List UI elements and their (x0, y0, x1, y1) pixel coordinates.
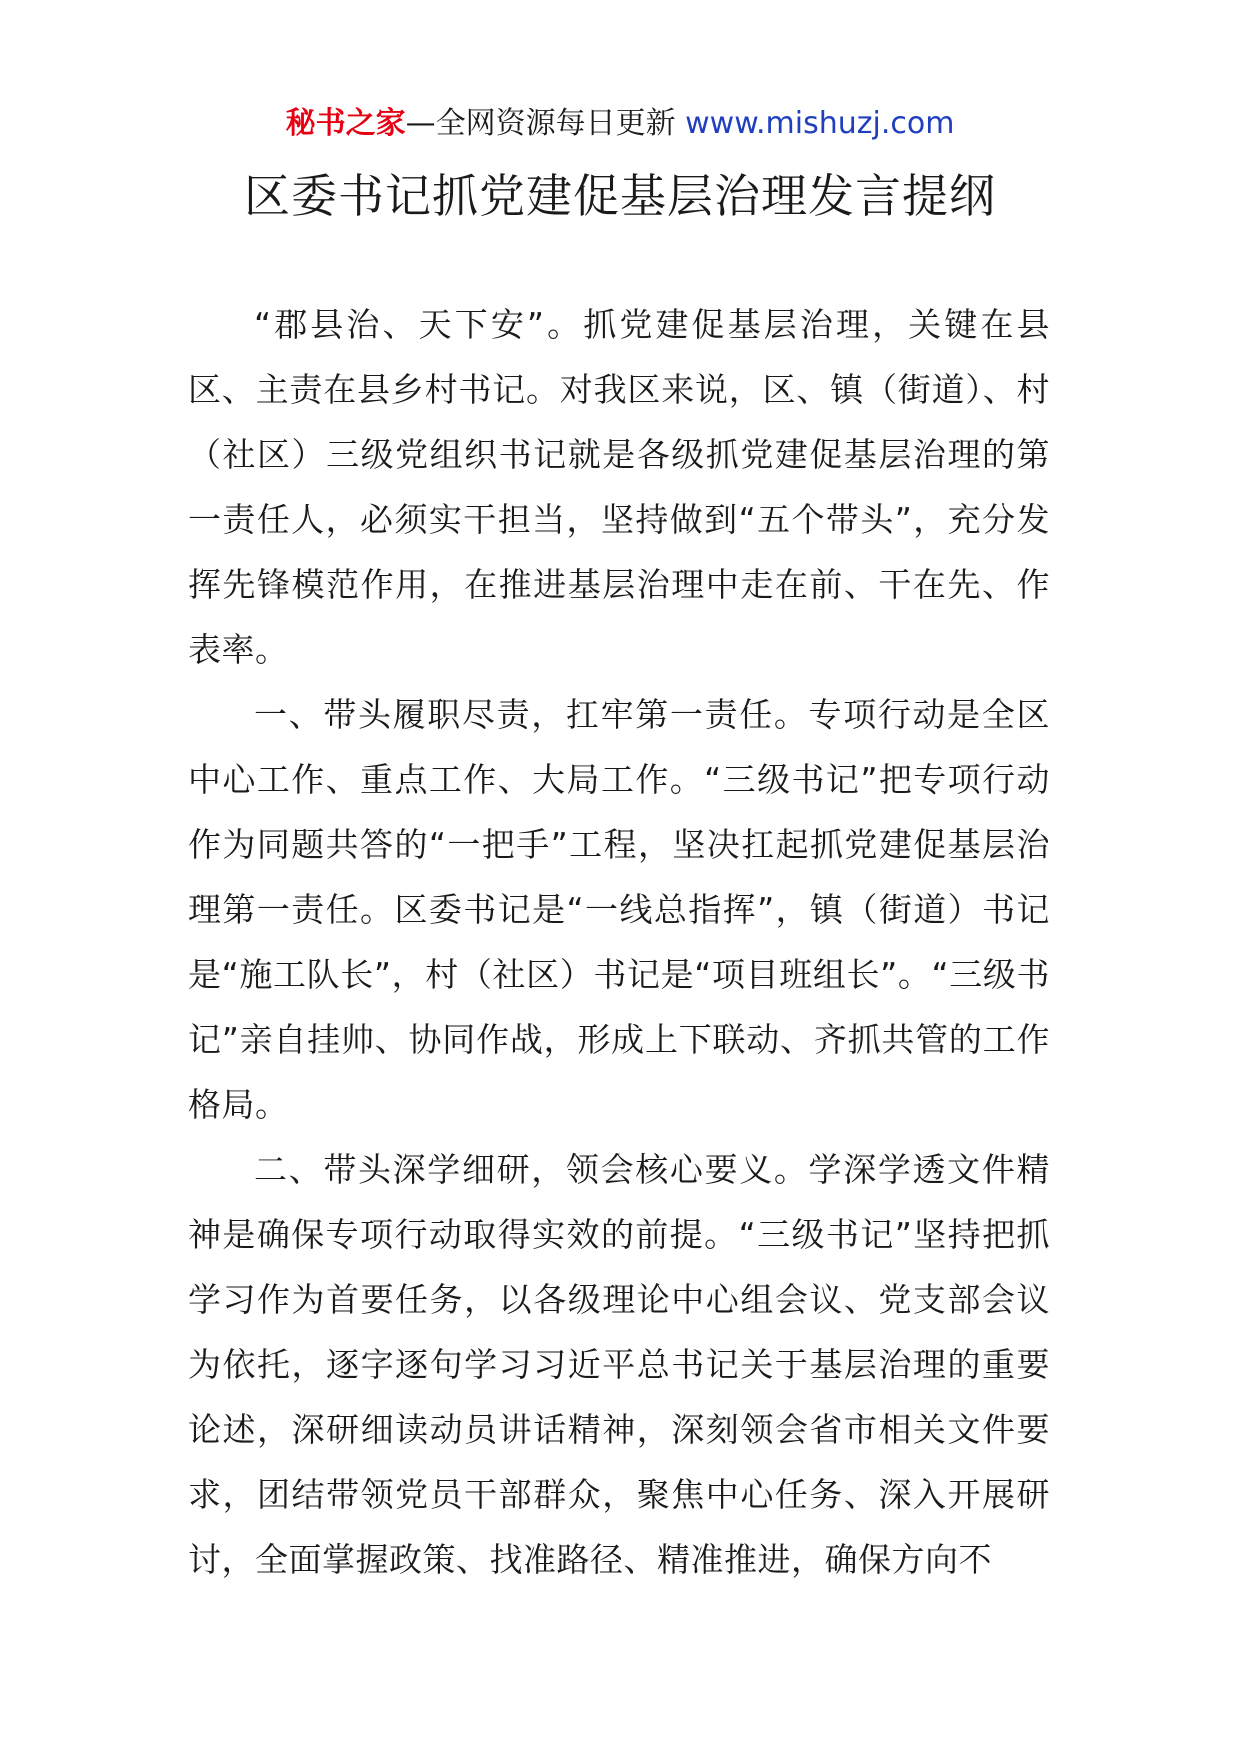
site-url-link[interactable]: www.mishuzj.com (685, 106, 955, 141)
document-body (188, 292, 1050, 1592)
paragraph-intro: “郡县治、天下安”。抓党建促基层治理，关键在县区、主责在县乡村书记。对我区来说，区、镇（街道）、村（社区）三级党组织书记就是各级抓党建促基层治理的第一责任人，必须实干担当，坚持做到“五个带头”，充分发挥先锋模范作用，在推进基层治理中走在前、干在先、作表率。 (188, 305, 1050, 669)
paragraph-section-2: 二、带头深学细研，领会核心要义。学深学透文件精神是确保专项行动取得实效的前提。“三级书记”坚持把抓学习作为首要任务，以各级理论中心组会议、党支部会议为依托，逐字逐句学习习近平总书记关于基层治理的重要论述，深研细读动员讲话精神，深刻领会省市相关文件要求，团结带领党员干部群众，聚焦中心任务、深入开展研讨，全面掌握政策、找准路径、精准推进，确保方向不 (188, 1150, 1050, 1579)
header-slogan: —全网资源每日更新 (405, 106, 686, 141)
brand-name: 秘书之家 (285, 106, 406, 141)
document-title: 区委书记抓党建促基层治理发言提纲 (244, 169, 996, 223)
paragraph-section-1: 一、带头履职尽责，扛牢第一责任。专项行动是全区中心工作、重点工作、大局工作。“三级书记”把专项行动作为同题共答的“一把手”工程，坚决扛起抓党建促基层治理第一责任。区委书记是“一线总指挥”，镇（街道）书记是“施工队长”，村（社区）书记是“项目班组长”。“三级书记”亲自挂帅、协同作战，形成上下联动、齐抓共管的工作格局。 (188, 695, 1050, 1124)
site-header (0, 104, 1240, 144)
